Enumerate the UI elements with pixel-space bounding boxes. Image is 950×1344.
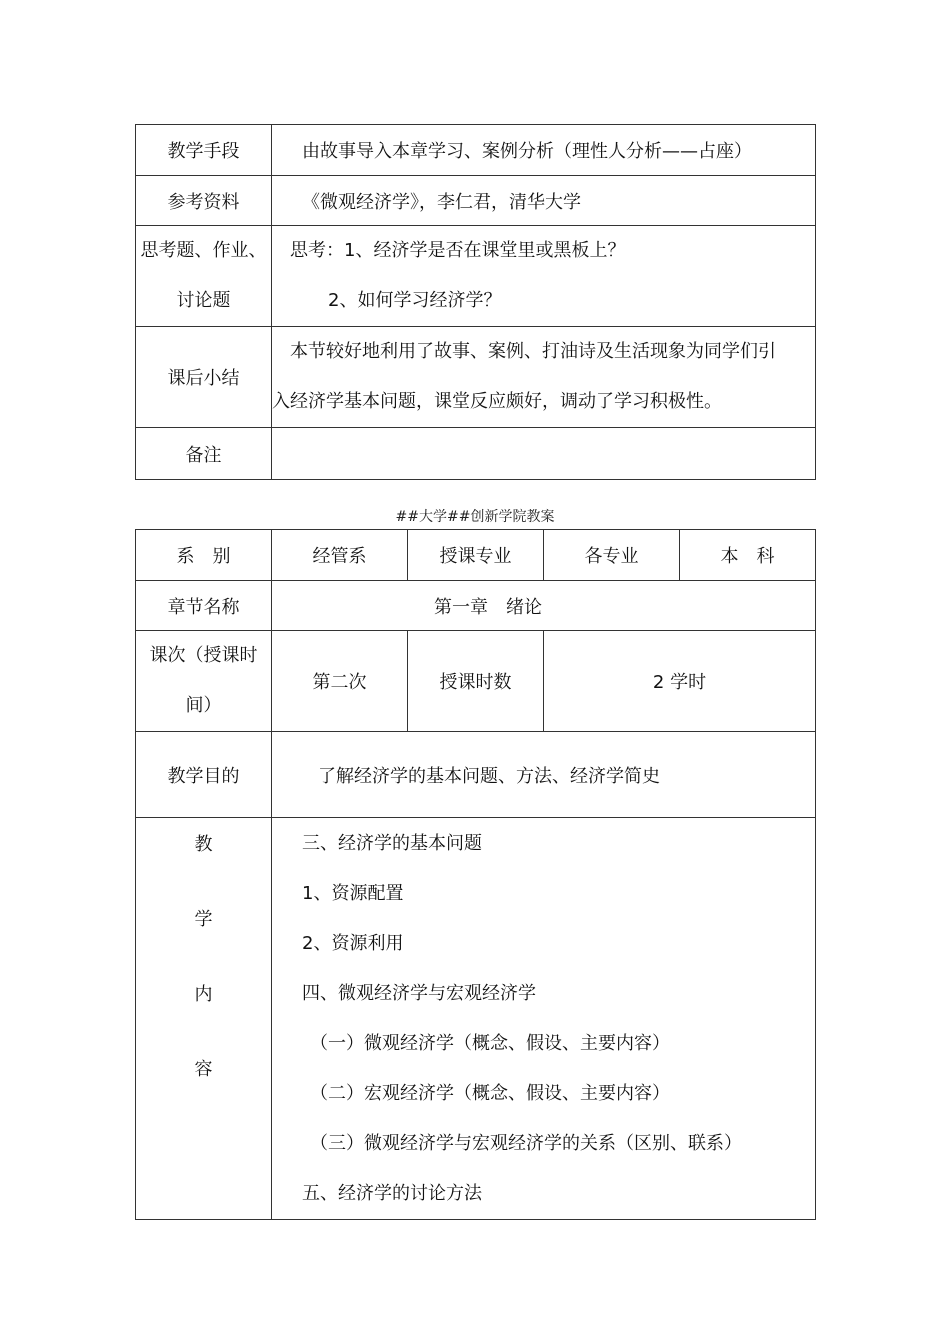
chapter-label: 章节名称 [136,581,272,631]
content-line: 1、资源配置 [302,883,404,904]
homework-question: 思考：1、经济学是否在课堂里或黑板上？ [290,240,626,261]
major-label: 授课专业 [408,530,544,581]
teaching-method-label: 教学手段 [136,125,272,176]
content-label [136,818,272,1220]
level-value: 本 科 [680,530,816,581]
department-value: 经管系 [272,530,408,581]
content-label-char: 容 [194,1059,213,1080]
summary-line: 入经济学基本问题，课堂反应颇好，调动了学习积极性。 [272,391,722,412]
homework-label-line: 思考题、作业、 [140,240,267,261]
summary-label: 课后小结 [136,327,272,428]
teaching-plan-table-bottom [135,529,816,1220]
homework-value [272,226,816,327]
content-line: （二）宏观经济学（概念、假设、主要内容） [310,1083,670,1104]
content-line: 五、经济学的讨论方法 [302,1183,482,1204]
major-value: 各专业 [544,530,680,581]
summary-line: 本节较好地利用了故事、案例、打油诗及生活现象为同学们引 [290,341,776,362]
goal-label: 教学目的 [136,732,272,818]
homework-label [136,226,272,327]
chapter-value: 第一章 绪论 [272,581,816,631]
content-line: （三）微观经济学与宏观经济学的关系（区别、联系） [310,1133,742,1154]
remarks-label: 备注 [136,428,272,480]
session-label-line: 课次（授课时 [149,645,258,666]
content-line: （一）微观经济学（概念、假设、主要内容） [310,1033,670,1054]
content-line: 2、资源利用 [302,933,404,954]
goal-value: 了解经济学的基本问题、方法、经济学简史 [272,732,816,818]
content-label-char: 学 [194,909,213,930]
content-label-char: 教 [194,834,213,855]
session-label [136,631,272,732]
department-label: 系 别 [136,530,272,581]
summary-value [272,327,816,428]
content-line: 四、微观经济学与宏观经济学 [302,983,536,1004]
content-line: 三、经济学的基本问题 [302,833,482,854]
homework-question: 2、如何学习经济学？ [328,290,502,311]
remarks-value [272,428,816,480]
teaching-method-value: 由故事导入本章学习、案例分析（理性人分析——占座） [272,125,816,176]
page-caption: ##大学##创新学院教案 [395,509,555,525]
hours-label: 授课时数 [408,631,544,732]
teaching-plan-table-top [135,124,816,480]
session-value: 第二次 [272,631,408,732]
reference-label: 参考资料 [136,176,272,226]
content-label-char: 内 [194,984,213,1005]
content-body [272,818,816,1220]
reference-value: 《微观经济学》，李仁君，清华大学 [272,176,816,226]
homework-label-line: 讨论题 [176,290,231,311]
hours-value: 2 学时 [544,631,816,732]
session-label-line: 间） [185,695,222,716]
